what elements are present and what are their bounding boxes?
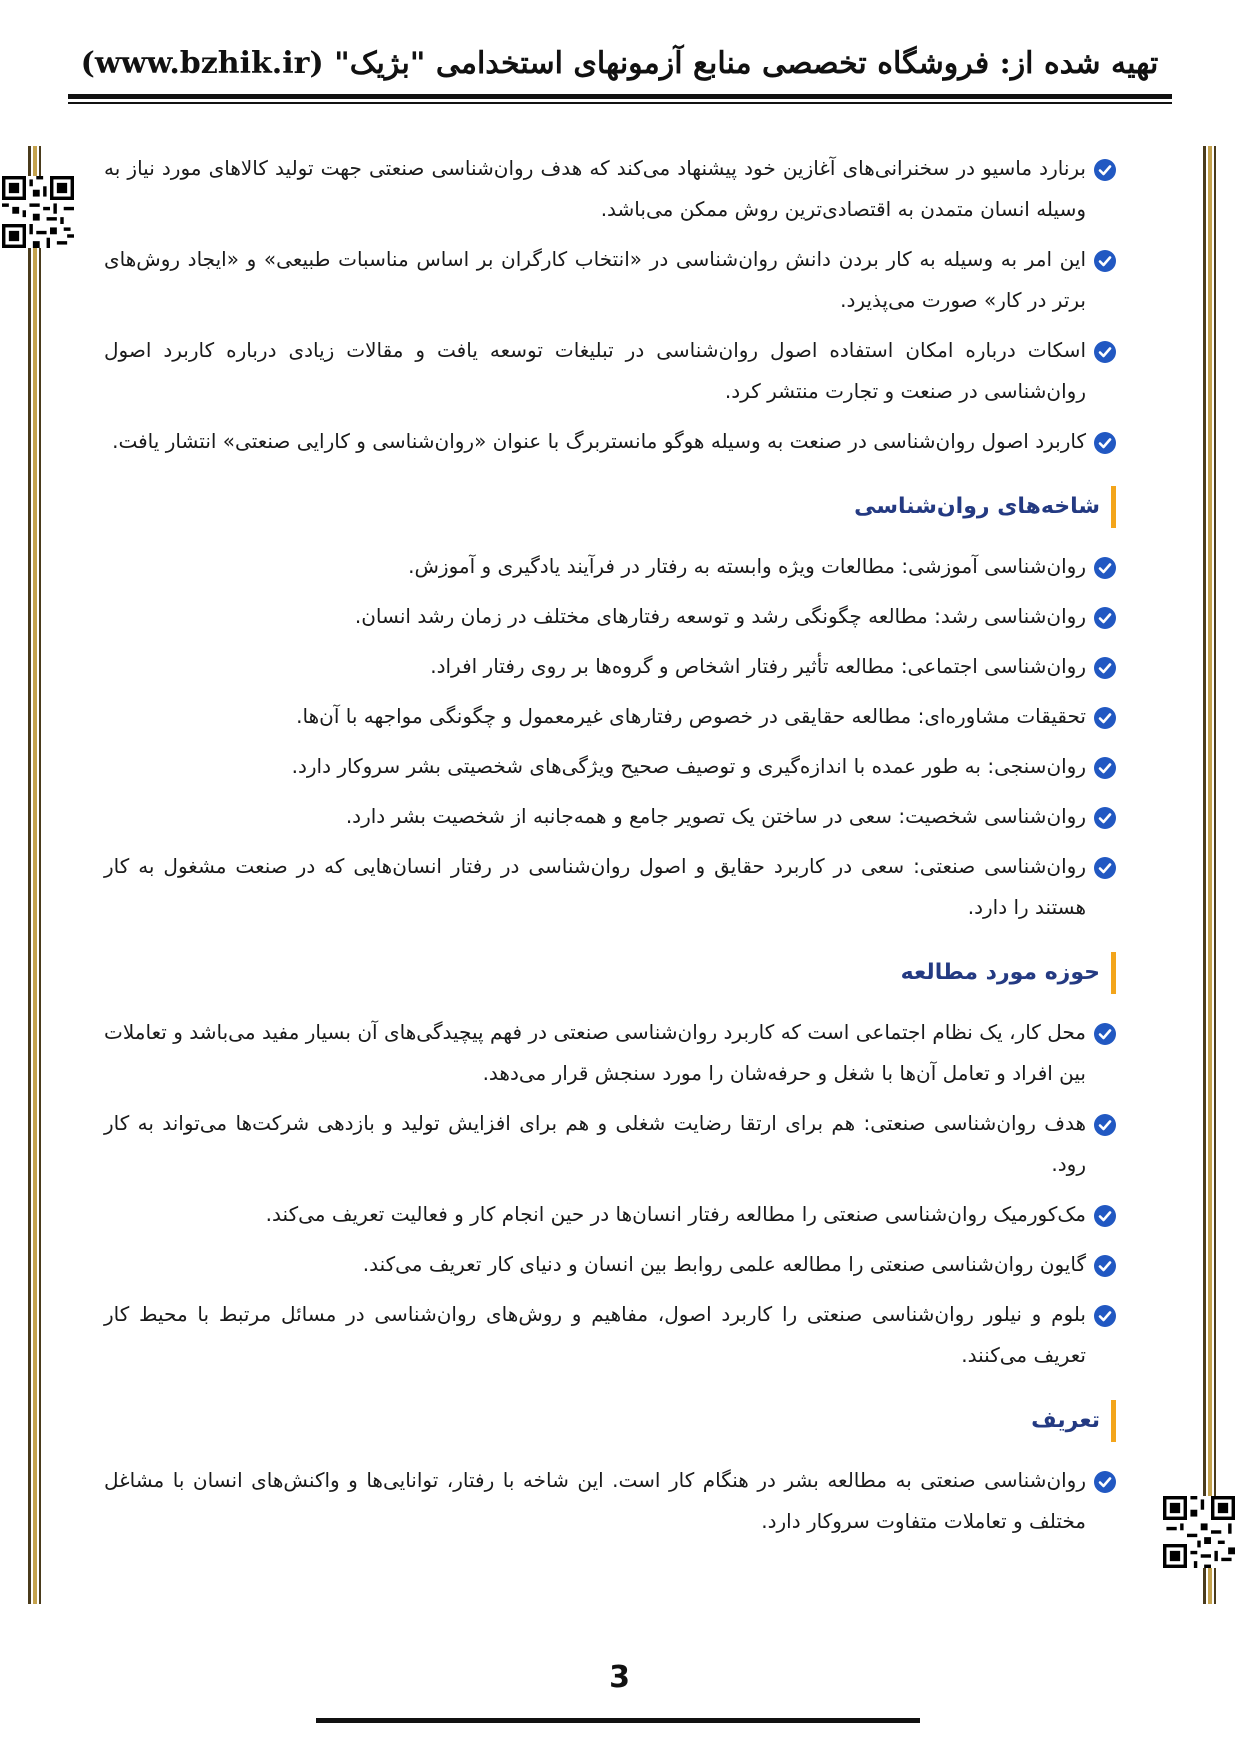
check-circle-icon [1094,1023,1116,1045]
list-item-text: مک‌کورمیک روان‌شناسی صنعتی را مطالعه رفتار انسان‌ها در حین انجام کار و فعالیت تعریف می‌کند. [265,1202,1086,1226]
list-item [104,1244,1116,1285]
page-content [104,148,1116,1551]
list-item [104,239,1116,321]
right-border-ornament [1203,146,1217,1604]
section-heading [104,1400,1116,1442]
list-item [104,546,1116,587]
check-circle-icon [1094,757,1116,779]
list-item [104,846,1116,928]
list-item-text: محل کار، یک نظام اجتماعی است که کاربرد روان‌شناسی صنعتی در فهم پیچیدگی‌های آن بسیار مفید می‌باشد و تعاملات بین افراد و تعامل آن‌ها با شغل و حرفه‌شان را مورد سنجش قرار می‌دهد. [104,1020,1086,1085]
list-item [104,1012,1116,1094]
list-item-text: این امر به وسیله به کار بردن دانش روان‌شناسی در «انتخاب کارگران بر اساس مناسبات طبیعی» و «ایجاد روش‌های برتر در کار» صورت می‌پذیرد. [104,247,1086,312]
check-circle-icon [1094,1205,1116,1227]
header-rule-thin [68,102,1172,104]
list-item [104,148,1116,230]
list-item-text: روان‌شناسی شخصیت: سعی در ساختن یک تصویر جامع و همه‌جانبه از شخصیت بشر دارد. [345,804,1086,828]
list-item-text: کاربرد اصول روان‌شناسی در صنعت به وسیله هوگو مانستربرگ با عنوان «روان‌شناسی و کارایی صنعتی» انتشار یافت. [112,429,1086,453]
list-item-text: هدف روان‌شناسی صنعتی: هم برای ارتقا رضایت شغلی و هم برای افزایش تولید و بازدهی شرکت‌ها می‌تواند به کار رود. [104,1111,1086,1176]
list-item-text: روان‌شناسی صنعتی: سعی در کاربرد حقایق و اصول روان‌شناسی در رفتار انسان‌هایی که در صنعت مشغول به کار هستند را دارد. [104,854,1086,919]
check-circle-icon [1094,1114,1116,1136]
check-circle-icon [1094,1305,1116,1327]
list-item-text: تحقیقات مشاوره‌ای: مطالعه حقایقی در خصوص رفتارهای غیرمعمول و چگونگی مواجهه با آن‌ها. [296,704,1086,728]
check-circle-icon [1094,557,1116,579]
list-item-text: روان‌سنجی: به طور عمده با اندازه‌گیری و توصیف صحیح ویژگی‌های شخصیتی بشر سروکار دارد. [291,754,1086,778]
check-circle-icon [1094,341,1116,363]
list-item [104,1294,1116,1376]
list-item [104,646,1116,687]
list-item [104,421,1116,462]
list-item-text: اسکات درباره امکان استفاده اصول روان‌شناسی در تبلیغات توسعه یافت و مقالات زیادی درباره کاربرد اصول روان‌شناسی در صنعت و تجارت منتشر کرد. [104,338,1086,403]
list-item [104,696,1116,737]
list-item-text: برنارد ماسیو در سخنرانی‌های آغازین خود پیشنهاد می‌کند که هدف روان‌شناسی صنعتی جهت تولید کالاهای مورد نیاز به وسیله انسان متمدن به اقتصادی‌ترین روش ممکن می‌باشد. [104,156,1086,221]
left-border-ornament [28,146,42,1604]
section-title: شاخه‌های روان‌شناسی [854,494,1100,519]
header-rule-thick [68,94,1172,99]
list-item-text: روان‌شناسی رشد: مطالعه چگونگی رشد و توسعه رفتارهای مختلف در زمان رشد انسان. [354,604,1086,628]
check-circle-icon [1094,1255,1116,1277]
section-heading [104,952,1116,994]
check-circle-icon [1094,707,1116,729]
qr-code-icon [1163,1496,1235,1568]
list-item-text: روان‌شناسی صنعتی به مطالعه بشر در هنگام کار است. این شاخه با رفتار، توانایی‌ها و واکنش‌های انسان با مشاغل مختلف و تعاملات متفاوت سروکار دارد. [104,1468,1086,1533]
list-item-text: روان‌شناسی آموزشی: مطالعات ویژه وابسته به رفتار در فرآیند یادگیری و آموزش. [408,554,1086,578]
list-item-text: بلوم و نیلور روان‌شناسی صنعتی را کاربرد اصول، مفاهیم و روش‌های روان‌شناسی در مسائل مرتبط با محیط کار تعریف می‌کنند. [104,1302,1086,1367]
page-number: 3 [609,1660,630,1695]
check-circle-icon [1094,857,1116,879]
section-title: حوزه مورد مطالعه [900,960,1100,985]
section-heading [104,486,1116,528]
list-item [104,1103,1116,1185]
check-circle-icon [1094,1471,1116,1493]
list-item [104,1460,1116,1542]
list-item [104,330,1116,412]
qr-code-icon [2,176,74,248]
check-circle-icon [1094,607,1116,629]
section-heading-bar [1111,486,1116,528]
check-circle-icon [1094,159,1116,181]
footer-rule [316,1718,920,1723]
check-circle-icon [1094,807,1116,829]
list-item-text: روان‌شناسی اجتماعی: مطالعه تأثیر رفتار اشخاص و گروه‌ها بر روی رفتار افراد. [430,654,1086,678]
list-item [104,746,1116,787]
list-item-text: گایون روان‌شناسی صنعتی را مطالعه علمی روابط بین انسان و دنیای کار تعریف می‌کند. [362,1252,1086,1276]
header-title: تهیه شده از: فروشگاه تخصصی منابع آزمونهای استخدامی "بژیک" (www.bzhik.ir) [80,46,1159,81]
section-title: تعریف [1031,1408,1100,1433]
list-item [104,1194,1116,1235]
check-circle-icon [1094,250,1116,272]
check-circle-icon [1094,657,1116,679]
list-item [104,796,1116,837]
check-circle-icon [1094,432,1116,454]
list-item [104,596,1116,637]
section-heading-bar [1111,952,1116,994]
section-heading-bar [1111,1400,1116,1442]
